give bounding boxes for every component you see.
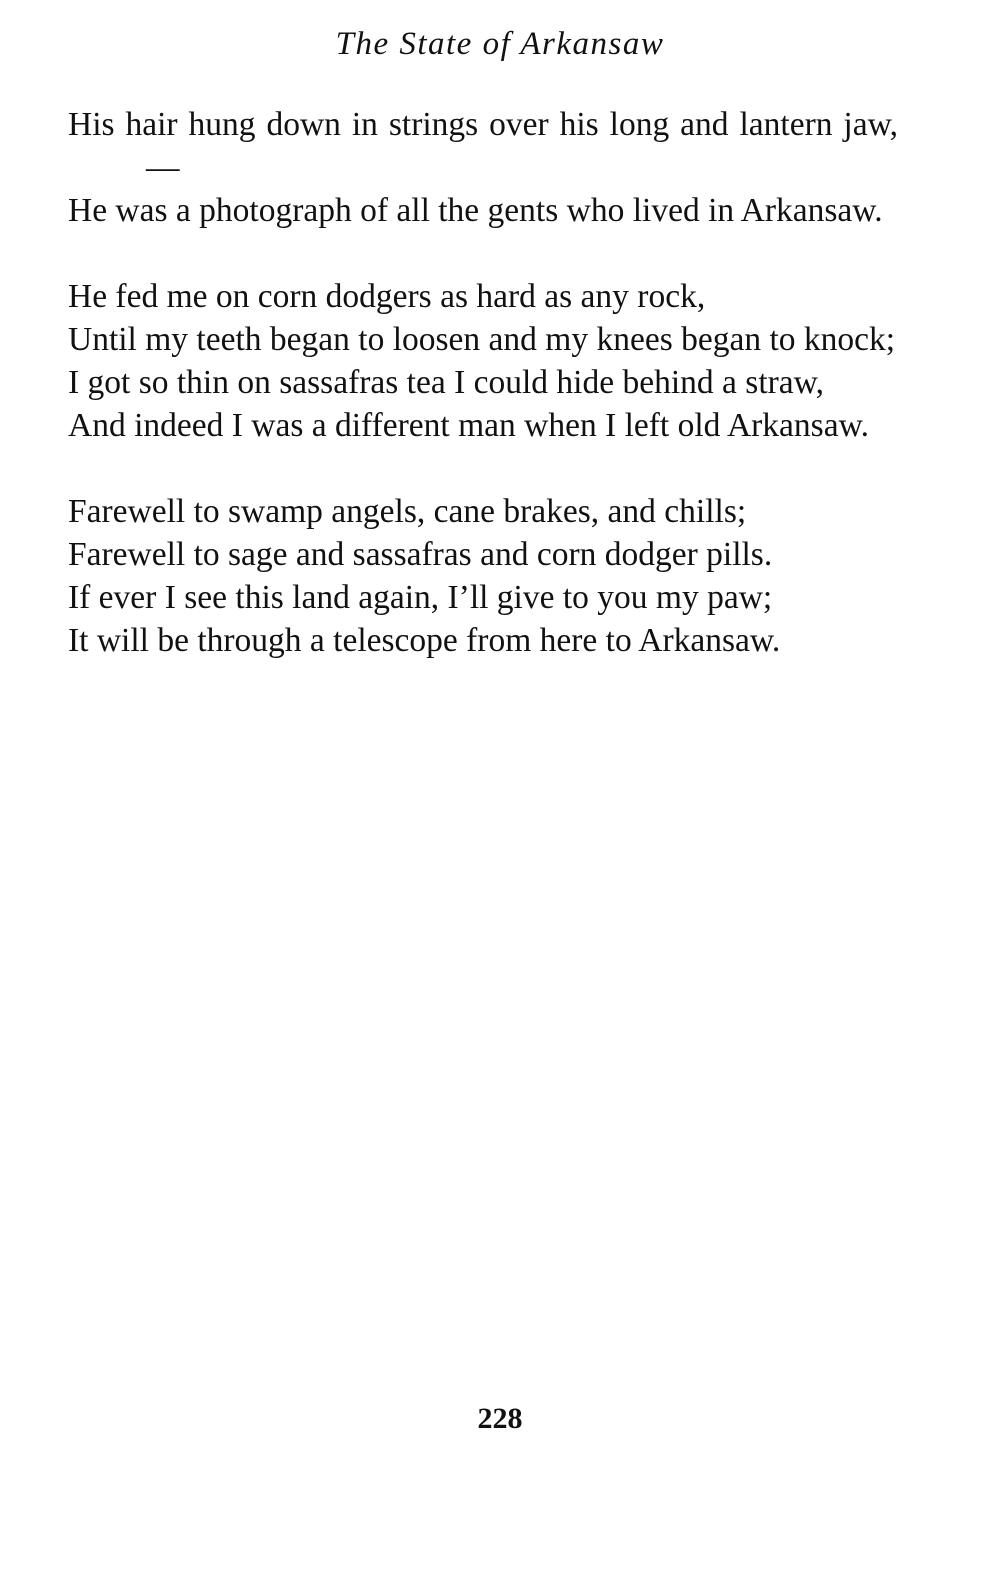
stanza (68, 103, 898, 232)
poem-line: Farewell to sage and sassafras and corn dodger pills. (68, 536, 773, 573)
poem-line: Farewell to swamp angels, cane brakes, and chills; (68, 493, 747, 530)
poem-line: I got so thin on sassafras tea I could hide behind a straw, (68, 364, 825, 401)
poem-line: If ever I see this land again, I’ll give to you my paw; (68, 579, 773, 616)
poem-line: It will be through a telescope from here to Arkansaw. (68, 622, 781, 659)
page-number: 228 (477, 1402, 523, 1435)
poem-line: Until my teeth began to loosen and my knees began to knock; (68, 321, 896, 358)
stanza (68, 275, 898, 447)
poem-line: He fed me on corn dodgers as hard as any rock, (68, 278, 706, 315)
stanza (68, 490, 898, 662)
poem-line: His hair hung down in strings over his long and lantern jaw,— (68, 106, 898, 186)
poem-line: And indeed I was a different man when I left old Arkansaw. (68, 407, 869, 444)
running-head: The State of Arkansaw (335, 26, 665, 62)
poem-line: He was a photograph of all the gents who lived in Arkansaw. (68, 192, 883, 229)
poem (68, 103, 898, 705)
